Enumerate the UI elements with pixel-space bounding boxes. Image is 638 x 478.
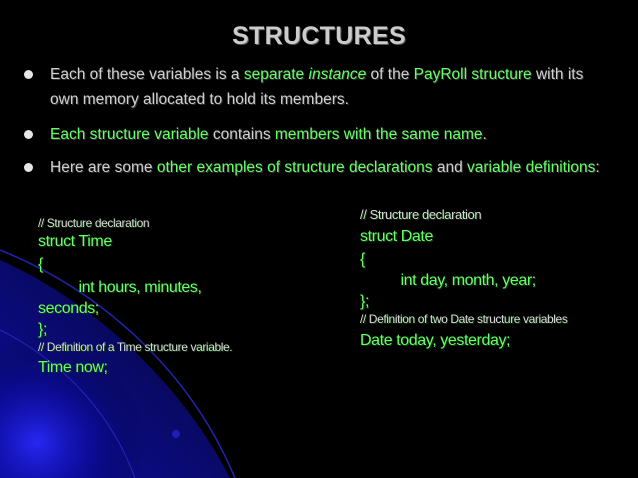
bullet-2 xyxy=(24,122,624,147)
bullet-dot-icon xyxy=(24,163,33,172)
bullet-2-text: . xyxy=(482,126,487,143)
bullet-1-highlight: PayRoll structure xyxy=(413,66,532,83)
bullet-1-text: Each of these variables is a xyxy=(50,66,244,83)
code-block-date xyxy=(360,206,567,351)
code-line: int hours, minutes, xyxy=(38,279,202,296)
code-block-time xyxy=(38,216,232,378)
code-line: }; xyxy=(360,293,369,310)
bullet-1-italic: instance xyxy=(308,66,367,83)
bullet-1-line2: own memory allocated to hold its members. xyxy=(50,91,349,108)
code-line: struct Date xyxy=(360,228,433,245)
slide-title: STRUCTURES xyxy=(232,22,406,50)
bullet-1-highlight: separate xyxy=(243,66,309,83)
code-line: Time now; xyxy=(38,359,108,376)
bullet-2-highlight: members with the same name xyxy=(274,126,483,143)
code-line: seconds; xyxy=(38,300,99,317)
bullet-1-text: with its xyxy=(531,66,584,83)
code-line: Date today, yesterday; xyxy=(360,332,511,349)
bullet-3-text: : xyxy=(595,159,600,176)
code-comment: // Structure declaration xyxy=(38,216,150,230)
code-line: { xyxy=(38,256,43,273)
bullet-3-highlight: variable definitions xyxy=(467,159,596,176)
code-line: { xyxy=(360,251,365,268)
bullet-3-text: and xyxy=(432,159,468,176)
bullet-2-text: contains xyxy=(208,126,275,143)
code-comment: // Structure declaration xyxy=(360,207,482,222)
code-line: int day, month, year; xyxy=(360,272,536,289)
bullet-1 xyxy=(24,62,624,112)
bullet-2-highlight: Each structure variable xyxy=(50,126,209,143)
bullet-dot-icon xyxy=(24,130,33,139)
bullet-3 xyxy=(24,155,624,180)
code-line: }; xyxy=(38,321,47,338)
code-comment: // Definition of two Date structure variables xyxy=(360,312,568,326)
bullet-1-text: of the xyxy=(366,66,414,83)
code-line: struct Time xyxy=(38,233,112,250)
code-comment: // Definition of a Time structure variable. xyxy=(38,340,233,354)
bullet-3-highlight: other examples of structure declarations xyxy=(156,159,433,176)
bullet-dot-icon xyxy=(24,70,33,79)
bullet-3-text: Here are some xyxy=(50,159,157,176)
